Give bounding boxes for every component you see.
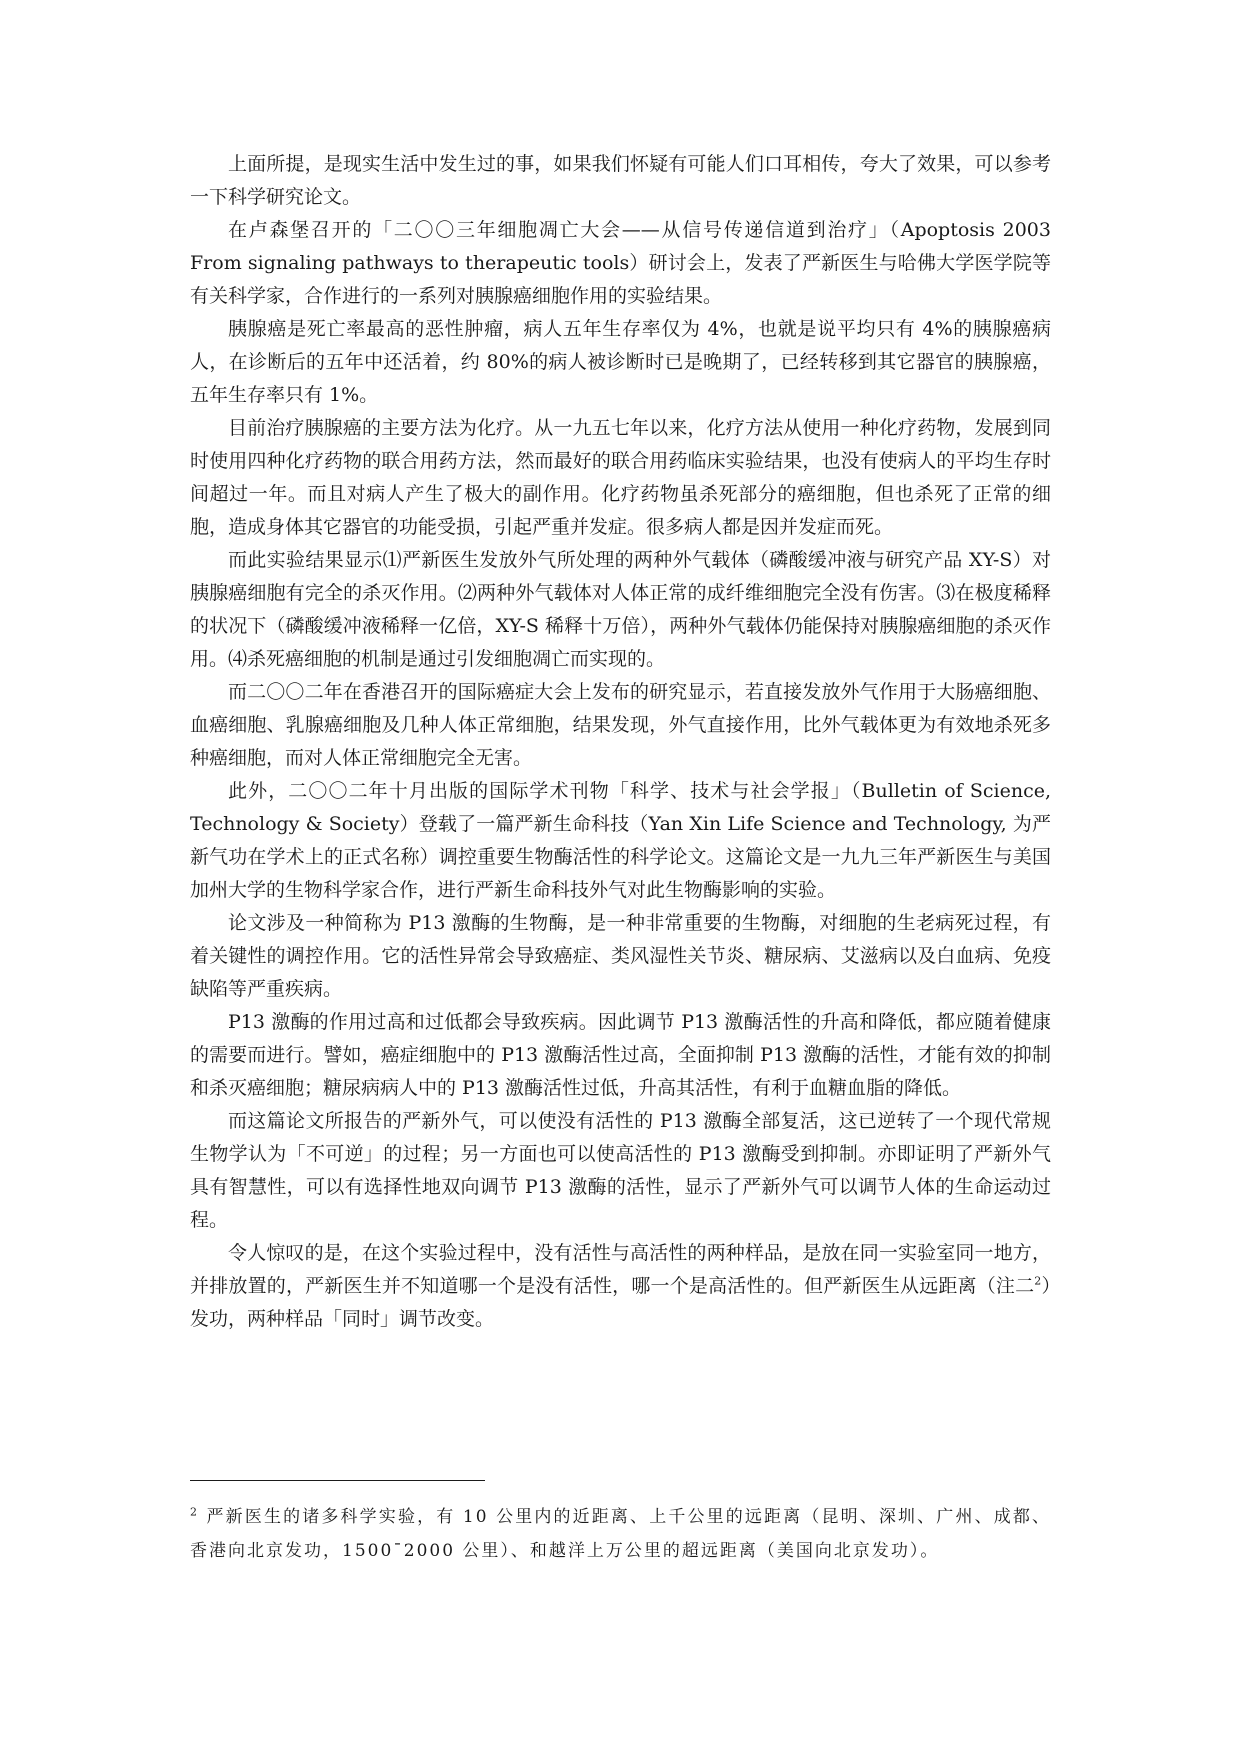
paragraph: 上面所提，是现实生活中发生过的事，如果我们怀疑有可能人们口耳相传，夸大了效果，可以参考一下科学研究论文。	[190, 153, 1051, 208]
paragraph: P13 激酶的作用过高和过低都会导致疾病。因此调节 P13 激酶活性的升高和降低，都应随着健康的需要而进行。譬如，癌症细胞中的 P13 激酶活性过高，全面抑制 P13 激酶的活性，才能有效的抑制和杀灭癌细胞；糖尿病病人中的 P13 激酶活性过低，升高其活性，有利于血糖血脂的降低。	[190, 1011, 1051, 1099]
paragraph-text-tail: ）发功，两种样品「同时」调节改变。	[190, 1275, 1051, 1330]
paragraph: 而二〇〇二年在香港召开的国际癌症大会上发布的研究显示，若直接发放外气作用于大肠癌细胞、血癌细胞、乳腺癌细胞及几种人体正常细胞，结果发现，外气直接作用，比外气载体更为有效地杀死多种癌细胞，而对人体正常细胞完全无害。	[190, 681, 1051, 769]
paragraph: 胰腺癌是死亡率最高的恶性肿瘤，病人五年生存率仅为 4%，也就是说平均只有 4%的胰腺癌病人，在诊断后的五年中还活着，约 80%的病人被诊断时已是晚期了，已经转移到其它器官的胰腺癌，五年生存率只有 1%。	[190, 318, 1051, 406]
footnote	[190, 1500, 1051, 1568]
paragraph: 目前治疗胰腺癌的主要方法为化疗。从一九五七年以来，化疗方法从使用一种化疗药物，发展到同时使用四种化疗药物的联合用药方法，然而最好的联合用药临床实验结果，也没有使病人的平均生存时间超过一年。而且对病人产生了极大的副作用。化疗药物虽杀死部分的癌细胞，但也杀死了正常的细胞，造成身体其它器官的功能受损，引起严重并发症。很多病人都是因并发症而死。	[190, 417, 1051, 538]
paragraph: 论文涉及一种简称为 P13 激酶的生物酶，是一种非常重要的生物酶，对细胞的生老病死过程，有着关键性的调控作用。它的活性异常会导致癌症、类风湿性关节炎、糖尿病、艾滋病以及白血病、免疫缺陷等严重疾病。	[190, 912, 1051, 1000]
paragraph: 在卢森堡召开的「二〇〇三年细胞凋亡大会——从信号传递信道到治疗」（Apoptosis 2003 From signaling pathways to therapeutic tools）研讨会上，发表了严新医生与哈佛大学医学院等有关科学家，合作进行的一系列对胰腺癌细胞作用的实验结果。	[190, 219, 1051, 307]
footnote-reference[interactable]: 2	[1034, 1274, 1042, 1288]
paragraph: 而这篇论文所报告的严新外气，可以使没有活性的 P13 激酶全部复活，这已逆转了一个现代常规生物学认为「不可逆」的过程；另一方面也可以使高活性的 P13 激酶受到抑制。亦即证明了严新外气具有智慧性，可以有选择性地双向调节 P13 激酶的活性，显示了严新外气可以调节人体的生命运动过程。	[190, 1110, 1051, 1231]
footnote-mark: 2	[190, 1505, 199, 1519]
paragraph: 此外，二〇〇二年十月出版的国际学术刊物「科学、技术与社会学报」（Bulletin of Science, Technology & Society）登载了一篇严新生命科技（Yan Xin Life Science and Technology, 为严新气功在学术上的正式名称）调控重要生物酶活性的科学论文。这篇论文是一九九三年严新医生与美国加州大学的生物科学家合作，进行严新生命科技外气对此生物酶影响的实验。	[190, 780, 1051, 901]
footnote-separator	[190, 1480, 485, 1481]
paragraph: 而此实验结果显示⑴严新医生发放外气所处理的两种外气载体（磷酸缓冲液与研究产品 XY-S）对胰腺癌细胞有完全的杀灭作用。⑵两种外气载体对人体正常的成纤维细胞完全没有伤害。⑶在极度稀释的状况下（磷酸缓冲液稀释一亿倍，XY-S 稀释十万倍），两种外气载体仍能保持对胰腺癌细胞的杀灭作用。⑷杀死癌细胞的机制是通过引发细胞凋亡而实现的。	[190, 549, 1051, 670]
paragraph-text: 令人惊叹的是，在这个实验过程中，没有活性与高活性的两种样品，是放在同一实验室同一地方，并排放置的，严新医生并不知道哪一个是没有活性，哪一个是高活性的。但严新医生从远距离（注二	[190, 1242, 1051, 1297]
document-body	[190, 148, 1051, 1336]
paragraph-with-footnote-ref	[190, 1237, 1051, 1336]
footnote-text: 严新医生的诸多科学实验，有 10 公里内的近距离、上千公里的远距离（昆明、深圳、广州、成都、香港向北京发功，1500¯2000 公里）、和越洋上万公里的超远距离（美国向北京发功）。	[190, 1507, 1051, 1561]
